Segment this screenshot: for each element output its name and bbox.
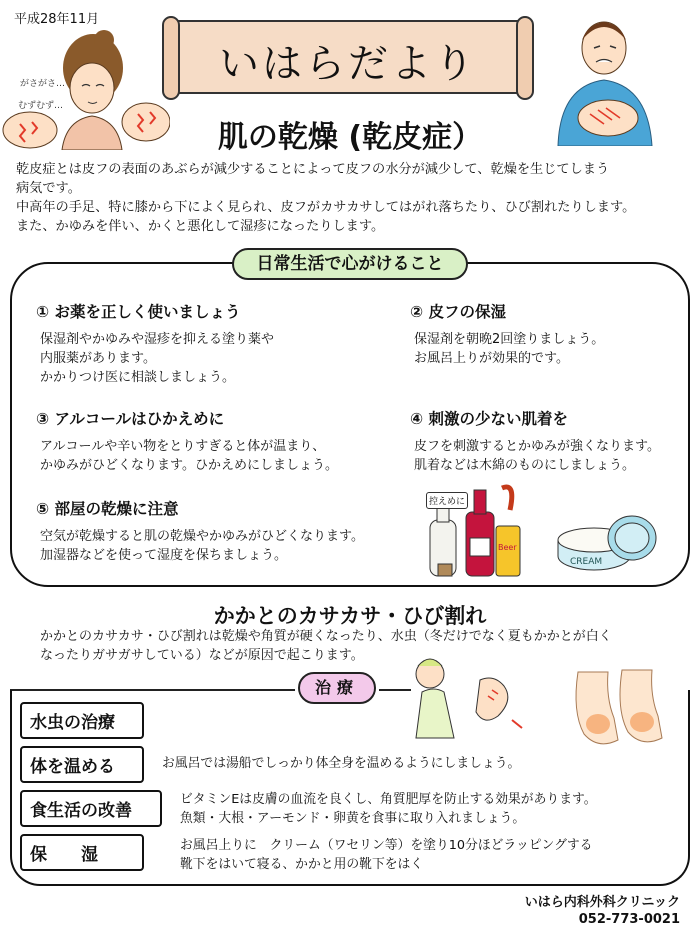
tip-line: 肌着などは木綿のものにしましょう。 xyxy=(414,458,636,473)
treatment-line: 靴下をはいて寝る、かかと用の靴下をはく xyxy=(180,857,424,872)
tip-5-body xyxy=(40,527,364,565)
treatment-diet: 食生活の改善 xyxy=(20,790,162,827)
treatment-line: 魚類・大根・アーモンド・卵黄を食事に取り入れましょう。 xyxy=(180,811,526,826)
tip-line: 皮フを刺激するとかゆみが強くなります。 xyxy=(414,439,660,454)
tip-line: かゆみがひどくなります。ひかえめにしましょう。 xyxy=(40,458,338,473)
tip-3-body xyxy=(40,437,338,475)
tip-5-title: ⑤ 部屋の乾燥に注意 xyxy=(36,500,179,518)
tip-3-title: ③ アルコールはひかえめに xyxy=(36,410,225,428)
intro-line: 中高年の手足、特に膝から下によく見られ、皮フがカサカサしてはがれ落ちたり、ひび割れたりします。 xyxy=(16,200,636,215)
tip-1-title: ① お薬を正しく使いましょう xyxy=(36,303,241,321)
tip-line: 保湿剤やかゆみや湿疹を抑える塗り薬や xyxy=(40,332,275,347)
tip-4-body xyxy=(414,437,660,475)
treatment-label: 治療 xyxy=(298,672,376,704)
treatment-athletes-foot: 水虫の治療 xyxy=(20,702,144,739)
clinic-footer xyxy=(525,894,680,928)
tip-line: かかりつけ医に相談しましょう。 xyxy=(40,370,236,385)
banner-title: いはらだより xyxy=(219,41,477,87)
treatment-moisturize: 保 湿 xyxy=(20,834,144,871)
issue-date: 平成28年11月 xyxy=(14,12,100,27)
intro-line: 病気です。 xyxy=(16,181,81,196)
tip-line: 空気が乾燥すると肌の乾燥やかゆみがひどくなります。 xyxy=(40,529,364,544)
clinic-phone: 052-773-0021 xyxy=(578,912,680,927)
cream-jar-illustration xyxy=(556,510,660,576)
hikaemeni-sticker: 控えめに xyxy=(426,492,468,509)
tip-line: 保湿剤を朝晩2回塗りましょう。 xyxy=(414,332,605,347)
tip-line: アルコールや辛い物をとりすぎると体が温まり、 xyxy=(40,439,326,454)
tip-2-title: ② 皮フの保湿 xyxy=(410,303,507,321)
treatment-moisturize-desc xyxy=(180,836,592,874)
tip-line: お風呂上りが効果的です。 xyxy=(414,351,569,366)
main-title: 肌の乾燥 (乾皮症） xyxy=(217,120,483,155)
daily-life-label: 日常生活で心がけること xyxy=(232,248,468,280)
treatment-line: お風呂上りに クリーム（ワセリン等）を塗り10分ほどラッピングする xyxy=(180,838,593,853)
clinic-name: いはら内科外科クリニック xyxy=(524,895,680,910)
intro-line: また、かゆみを伴い、かくと悪化して湿疹になったりします。 xyxy=(16,219,385,234)
tip-2-body xyxy=(414,330,604,368)
treatment-diet-desc xyxy=(180,790,597,828)
treatment-warm-body-desc xyxy=(162,754,520,773)
scratching-man-illustration xyxy=(548,18,668,146)
treatment-warm-body: 体を温める xyxy=(20,746,144,783)
illustration-text-muzumuzu: むずむず… xyxy=(18,101,64,111)
beer-can-label: Beer xyxy=(498,543,517,552)
treatment-line: ビタミンEは皮膚の血流を良くし、角質肥厚を防止する効果があります。 xyxy=(180,792,597,807)
heel-line: かかとのカサカサ・ひび割れは乾燥や角質が硬くなったり、水虫（冬だけでなく夏もかかとが白く xyxy=(40,629,612,644)
cream-label: CREAM xyxy=(570,557,603,567)
tip-4-title: ④ 刺激の少ない肌着を xyxy=(410,410,569,428)
tip-line: 内服薬があります。 xyxy=(40,351,156,366)
heel-section-text xyxy=(40,627,680,665)
treatment-line: お風呂では湯船でしっかり体全身を温めるようにしましょう。 xyxy=(162,756,521,771)
title-banner xyxy=(172,20,524,94)
heel-line: なったりガサガサしている）などが原因で起こります。 xyxy=(40,648,364,663)
tip-1-body xyxy=(40,330,274,387)
illustration-text-gasagasa: がさがさ… xyxy=(20,79,66,89)
itchy-woman-illustration xyxy=(0,28,170,150)
tip-line: 加湿器などを使って湿度を保ちましょう。 xyxy=(40,548,288,563)
intro-text xyxy=(16,160,688,236)
heel-section-title: かかとのカサカサ・ひび割れ xyxy=(213,604,487,628)
intro-line: 乾皮症とは皮フの表面のあぶらが減少することによって皮フの水分が減少して、乾燥を生じてしまう xyxy=(16,162,610,177)
